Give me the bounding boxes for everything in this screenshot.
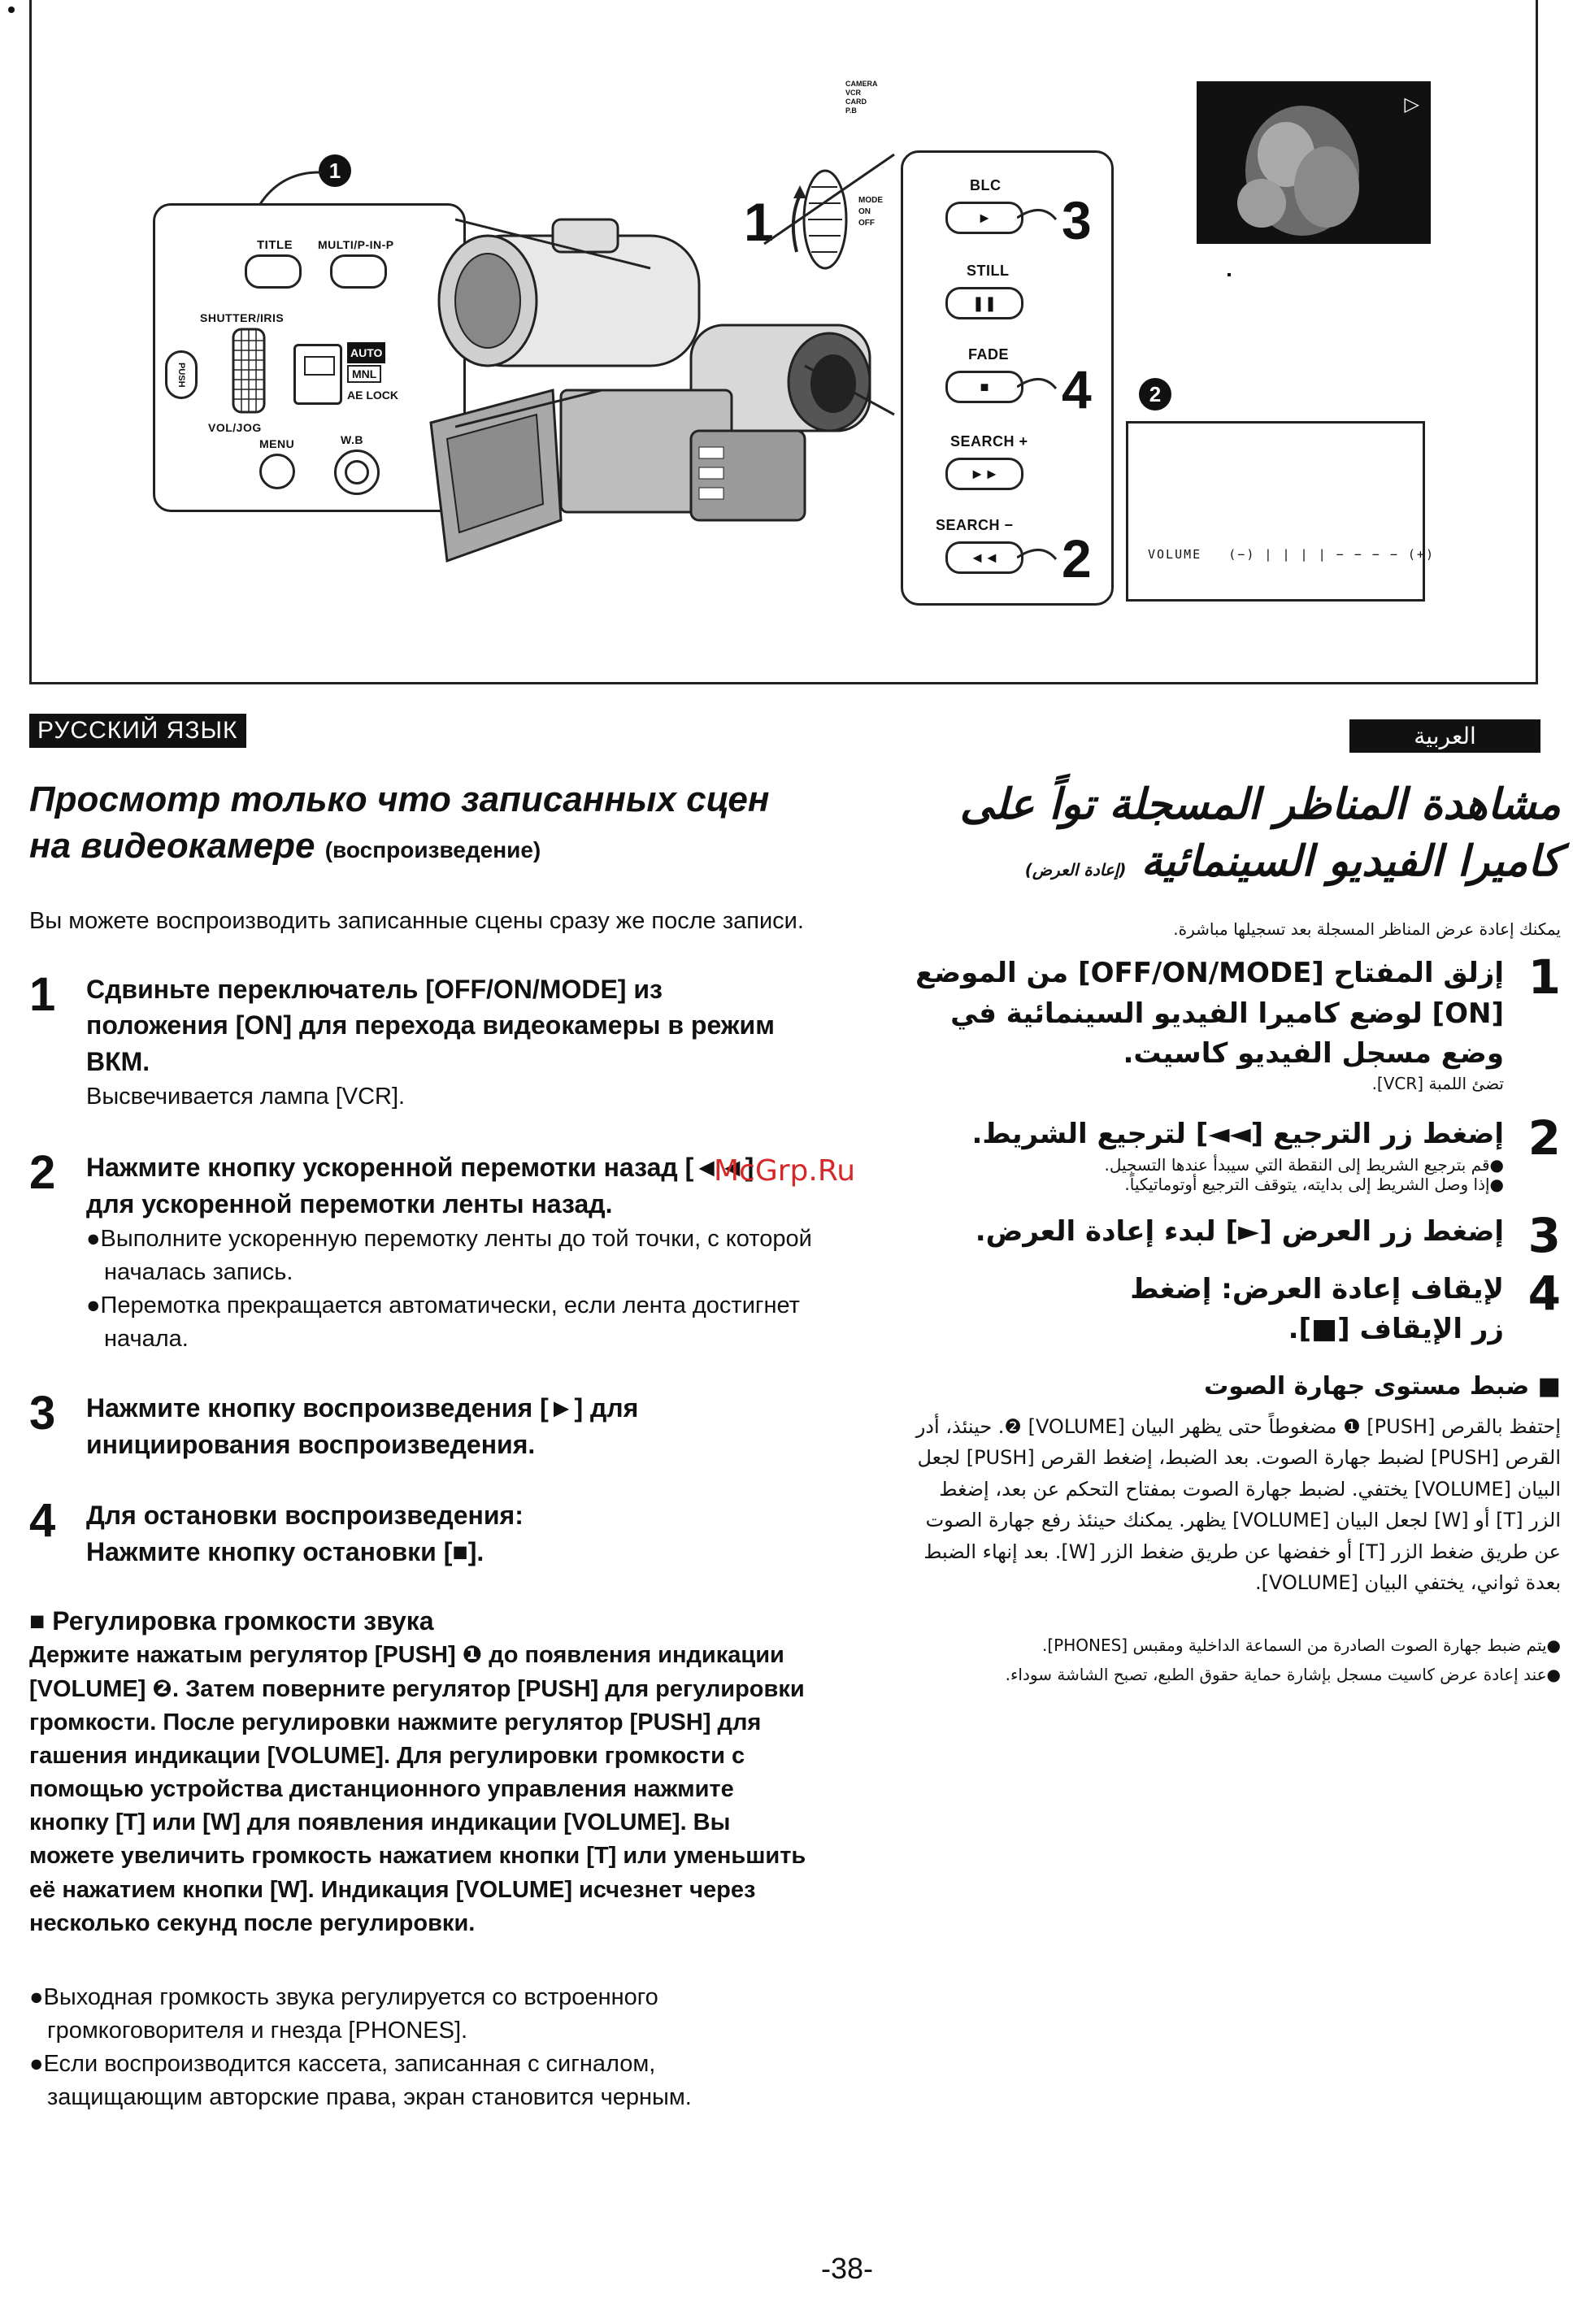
- vol-jog-label: VOL/JOG: [208, 421, 262, 434]
- arabic-step-3-num: 3: [1527, 1207, 1561, 1263]
- mode-auto: AUTO: [347, 342, 385, 363]
- arabic-step-1-num: 1: [1527, 949, 1561, 1006]
- russian-step-2-num: 2: [29, 1146, 56, 1200]
- callout-4: 4: [1062, 359, 1092, 419]
- language-tab-arabic: العربية: [1349, 719, 1540, 753]
- stop-button[interactable]: ■: [945, 371, 1023, 403]
- arabic-intro: يمكنك إعادة عرض المناظر المسجلة بعد تسجيلها مباشرة.: [1173, 919, 1561, 940]
- left-control-panel: [153, 203, 466, 512]
- russian-title-line2: на видеокамере: [29, 826, 315, 867]
- play-button[interactable]: ►: [945, 202, 1023, 234]
- title-button[interactable]: [245, 254, 302, 289]
- search-minus-label: SEARCH −: [936, 517, 1014, 533]
- russian-title-line1: Просмотр только что записанных сцен: [29, 780, 770, 819]
- callout-hooks: [1017, 202, 1066, 584]
- stray-dot: [1228, 273, 1231, 276]
- arabic-note-2: ●عند إعادة عرض كاسيت مسجل بإشارة حماية حقوق الطبع، تصبح الشاشة سوداء.: [1005, 1665, 1561, 1685]
- menu-button[interactable]: [259, 454, 295, 489]
- auto-mnl-switch[interactable]: [293, 344, 342, 405]
- russian-step-3-text: Нажмите кнопку воспроизведения [►] для инициирования воспроизведения.: [86, 1393, 639, 1460]
- circle-callout-1: 1: [319, 154, 351, 187]
- arabic-step-2-text: إضغط زر الترجيع [◄◄] لترجيع الشريط.: [971, 1118, 1504, 1151]
- russian-step-2-bullet-2: ●Перемотка прекращается автоматически, если лента достигнет начала.: [86, 1292, 800, 1353]
- russian-notes: [29, 1981, 834, 2115]
- russian-step-3: [29, 1387, 834, 1463]
- russian-step-2-bullet-1: ●Выполните ускоренную перемотку ленты до той точки, с которой началась запись.: [86, 1225, 812, 1285]
- legend-card: CARD: [845, 98, 867, 106]
- search-plus-label: SEARCH +: [950, 433, 1028, 450]
- blc-label: BLC: [970, 177, 1002, 193]
- russian-step-4-num: 4: [29, 1493, 56, 1547]
- arabic-title-line2: كاميرا الفيديو السينمائية: [1141, 837, 1561, 887]
- fade-label: FADE: [968, 346, 1010, 363]
- legend-vcr: VCR: [845, 89, 862, 97]
- pause-button[interactable]: ❚❚: [945, 287, 1023, 319]
- push-label: PUSH: [176, 362, 186, 388]
- callout-1: 1: [744, 192, 774, 252]
- arabic-volume-text: إحتفظ بالقرص [PUSH] ❶ مضغوطاً حتى يظهر البيان [VOLUME] ❷. حينئذ، أدر القرص [PUSH] لضبط جهارة الصوت. بعد الضبط، إضغط القرص [PUSH] لجعل البيان [VOLUME] يختفي. لضبط جهارة الصوت بمفتاح التحكم عن بعد، إضغط الزر [T] أو [W] لجعل البيان [VOLUME] يظهر. يمكنك حينئذ رفع جهارة الصوت عن طريق ضغط الزر [T] أو خفضها عن طريق ضغط الزر [W]. بعد إنهاء الضبط بعدة ثواني، يختفي البيان [VOLUME].: [915, 1414, 1561, 1594]
- callout-2: 2: [1062, 528, 1092, 589]
- russian-intro: Вы можете воспроизводить записанные сцены сразу же после записи.: [29, 908, 804, 935]
- page-number: -38-: [821, 2252, 874, 2285]
- arabic-step-2-bullet-2: ●إذا وصل الشريط إلى بدايته، يتوقف الترجيع أوتوماتيكياً.: [1124, 1174, 1504, 1194]
- russian-volume-heading: ■ Регулировка громкости звука: [29, 1605, 434, 1635]
- fast-forward-button[interactable]: ►►: [945, 458, 1023, 490]
- title-button-label: TITLE: [257, 238, 293, 252]
- vol-jog-dial[interactable]: [228, 326, 269, 415]
- dial-mode: MODE: [858, 196, 883, 205]
- mode-switch-legend: [845, 80, 894, 115]
- arabic-title-suffix: (إعادة العرض): [1024, 860, 1127, 880]
- arabic-note-1: ●يتم ضبط جهارة الصوت الصادرة من السماعة الداخلية ومقبس [PHONES].: [1041, 1635, 1561, 1656]
- arabic-step-3-text: إضغط زر العرض [►] لبدء إعادة العرض.: [975, 1214, 1504, 1248]
- play-indicator-icon: ▷: [1404, 93, 1419, 115]
- multi-pinp-button[interactable]: [330, 254, 387, 289]
- arabic-step-1-text: إزلق المفتاح [OFF/ON/MODE] من الموضع [ON] لوضع كاميرا الفيديو السينمائية في وضع مسجل الفيديو كاسيت.: [915, 957, 1504, 1070]
- legend-camera: CAMERA: [845, 80, 878, 88]
- volume-display-box: [1126, 421, 1435, 602]
- russian-step-4: [29, 1493, 834, 1570]
- russian-step-2-text: Нажмите кнопку ускоренной перемотки назад [◄◄] для ускоренной перемотки ленты назад.: [86, 1153, 754, 1218]
- arabic-step-2: [910, 1110, 1561, 1194]
- russian-step-3-num: 3: [29, 1387, 56, 1440]
- arabic-step-4-num: 4: [1527, 1265, 1561, 1321]
- dial-on: ON: [858, 207, 871, 216]
- russian-step-1-num: 1: [29, 967, 56, 1021]
- legend-pb: P.B: [845, 106, 857, 115]
- menu-label: MENU: [259, 437, 295, 450]
- panel-leaders: [455, 146, 910, 471]
- arabic-step-1-note: تضئ اللمبة [VCR].: [1371, 1074, 1504, 1094]
- dial-off: OFF: [858, 219, 875, 228]
- russian-step-1-note: Высвечивается лампа [VCR].: [86, 1083, 406, 1110]
- russian-column: [29, 776, 834, 2115]
- push-indicator: [165, 350, 198, 399]
- arabic-step-2-num: 2: [1527, 1110, 1561, 1166]
- russian-note-1: ●Выходная громкость звука регулируется со встроенного громкоговорителя и гнезда [PHONES].: [29, 1983, 658, 2044]
- playback-photo: [1197, 81, 1431, 244]
- arabic-step-4-text: لإيقاف إعادة العرض: إضغط زر الإيقاف [■].: [1130, 1272, 1504, 1346]
- shutter-iris-label: SHUTTER/IRIS: [200, 311, 285, 324]
- russian-step-1-text: Сдвиньте переключатель [OFF/ON/MODE] из положения [ON] для перехода видеокамеры в режим ВКМ.: [86, 974, 775, 1077]
- rewind-button[interactable]: ◄◄: [945, 541, 1023, 574]
- arabic-notes: [910, 1631, 1561, 1689]
- wb-button[interactable]: [334, 450, 380, 495]
- playback-image: [1197, 81, 1431, 244]
- watermark: McGrp.Ru: [714, 1154, 856, 1188]
- russian-step-1: [29, 967, 834, 1114]
- volume-display-text: VOLUME (−) | | | | − − − − (+): [1148, 547, 1435, 562]
- arabic-step-2-bullet-1: ●قم بترجيع الشريط إلى النقطة التي سيبدأ عندها التسجيل.: [1104, 1154, 1504, 1175]
- arabic-step-4: [910, 1265, 1561, 1350]
- language-tab-russian: РУССКИЙ ЯЗЫК: [29, 714, 246, 748]
- playback-button-panel: [901, 150, 1114, 606]
- callout-3: 3: [1062, 190, 1092, 250]
- russian-volume-text: Держите нажатым регулятор [PUSH] ❶ до появления индикации [VOLUME] ❷. Затем поверните регулятор [PUSH] для регулировки громкости. После регулировки нажмите регулятор [PUSH] для гашения индикации [VOLUME]. Для регулировки громкости с помощью устройства дистанционного управления нажмите кнопку [T] или [W] для появления индикации [VOLUME]. Вы можете увеличить громкость нажатием кнопки [T] или уменьшить её нажатием кнопки [W]. Индикация [VOLUME] исчезнет через несколько секунд после регулировки.: [29, 1642, 806, 1936]
- arabic-volume-heading: ■ ضبط مستوى جهارة الصوت: [1204, 1372, 1561, 1401]
- corner-mark: [8, 7, 15, 13]
- mode-options: [347, 342, 398, 406]
- arabic-title: [910, 776, 1561, 890]
- arabic-step-3: [910, 1207, 1561, 1263]
- arabic-step-1: [910, 949, 1561, 1094]
- mode-ae-lock: AE LOCK: [347, 389, 398, 402]
- russian-title: [29, 776, 834, 869]
- arabic-title-line1: مشاهدة المناظر المسجلة تواً على: [959, 780, 1561, 829]
- wb-label: W.B: [341, 433, 363, 446]
- arabic-column: [910, 776, 1561, 1689]
- multi-pinp-label: MULTI/P-IN-P: [318, 238, 394, 251]
- russian-step-4-text: Для остановки воспроизведения: Нажмите кнопку остановки [■].: [86, 1500, 524, 1566]
- russian-note-2: ●Если воспроизводится кассета, записанная с сигналом, защищающим авторские права, экран становится черным.: [29, 2051, 692, 2111]
- mode-mnl: MNL: [347, 365, 381, 383]
- circle-callout-2: 2: [1139, 378, 1171, 411]
- russian-title-suffix: (воспроизведение): [324, 837, 541, 863]
- still-label: STILL: [967, 263, 1010, 279]
